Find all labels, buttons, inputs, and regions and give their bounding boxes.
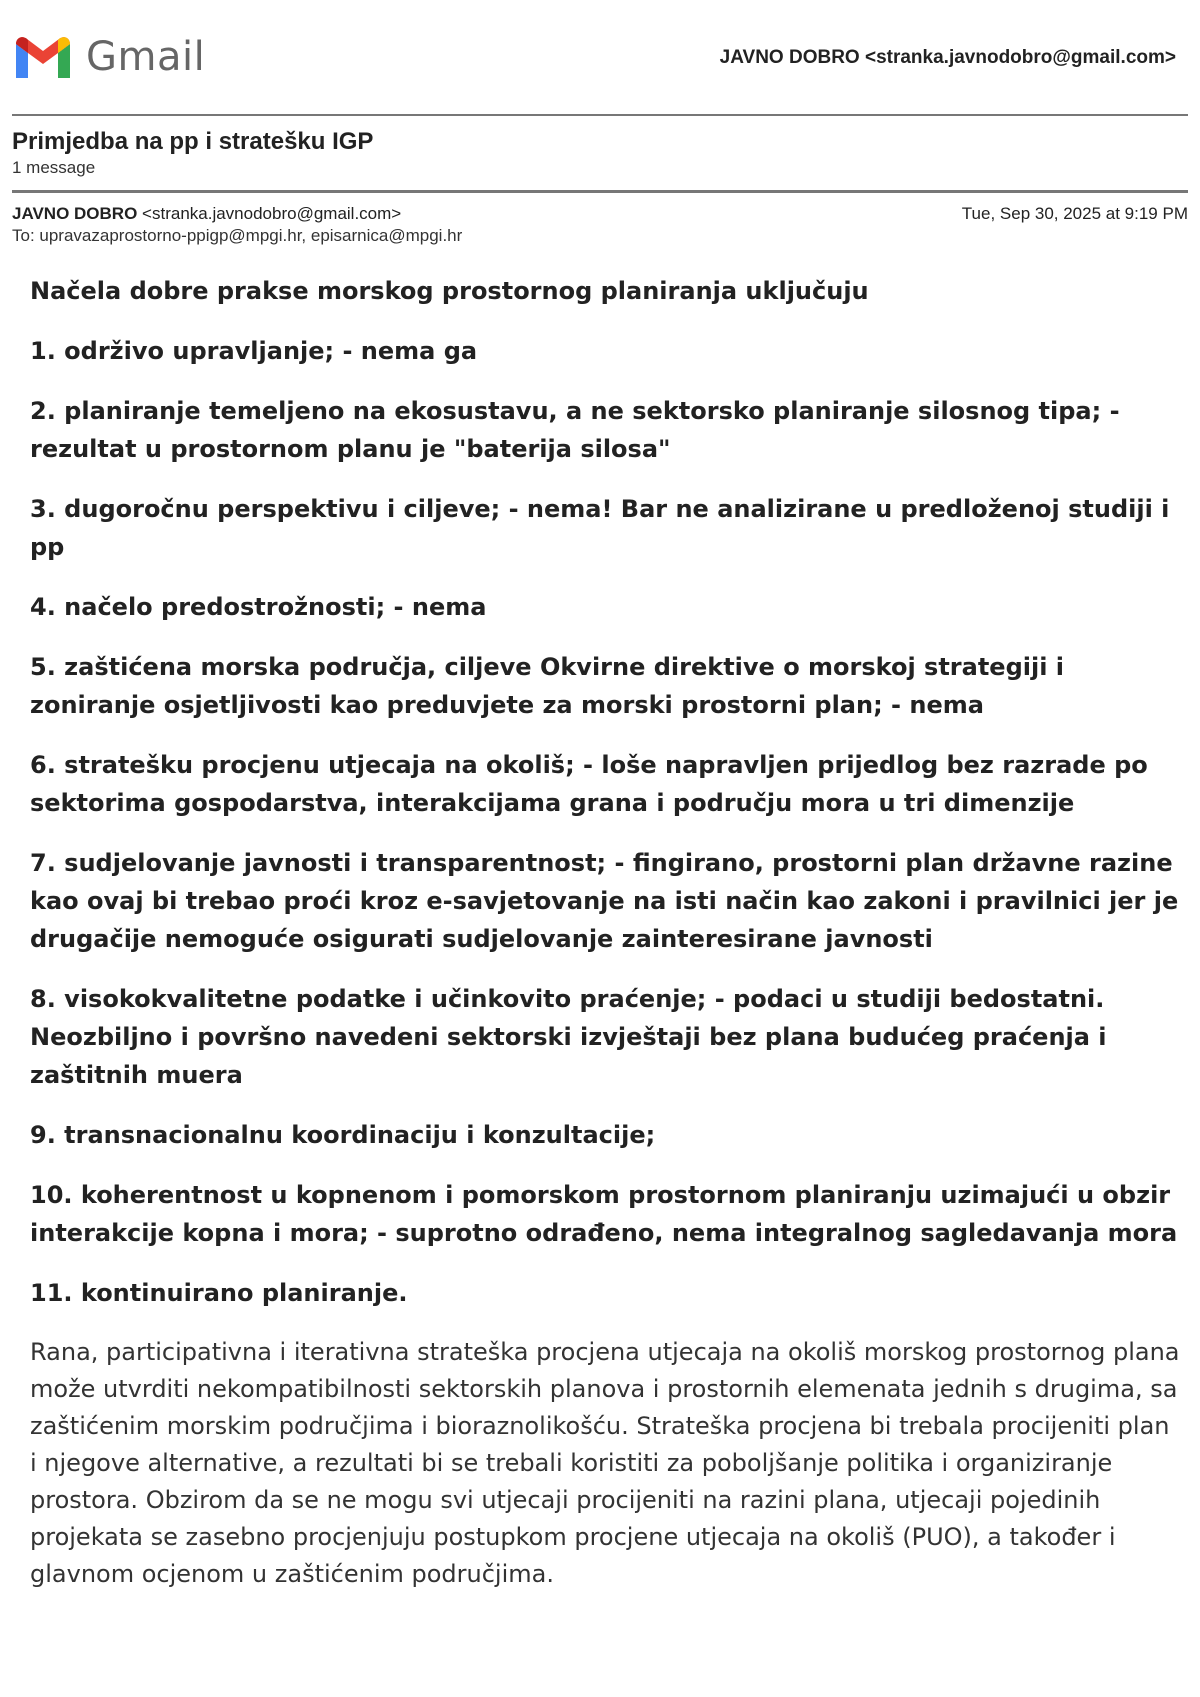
account-label: JAVNO DOBRO <stranka.javnodobro@gmail.com> — [719, 47, 1176, 68]
body-heading: Načela dobre prakse morskog prostornog planiranja uključuju — [30, 277, 869, 305]
page-header — [12, 30, 1188, 90]
list-item: 4. načelo predostrožnosti; - nema — [30, 593, 487, 621]
message-count: 1 message — [12, 158, 96, 177]
header-divider — [12, 114, 1188, 116]
gmail-logo[interactable] — [12, 34, 205, 80]
list-item: 7. sudjelovanje javnosti i transparentnost; - fingirano, prostorni plan državne razine kao ovaj bi trebao proći kroz e-savjetovanje na isti način kao zakoni i pravilnici jer je drugačije nemoguće osigurati sudjelovanje zainteresirane javnosti — [30, 849, 1179, 953]
gmail-logo-icon — [12, 34, 74, 80]
message-date: Tue, Sep 30, 2025 at 9:19 PM — [961, 204, 1188, 223]
sender-name: JAVNO DOBRO — [12, 204, 138, 223]
list-item: 3. dugoročnu perspektivu i ciljeve; - nema! Bar ne analizirane u predloženoj studiji i pp — [30, 495, 1170, 561]
list-item: 1. održivo upravljanje; - nema ga — [30, 337, 478, 365]
list-item: 2. planiranje temeljeno na ekosustavu, a ne sektorsko planiranje silosnog tipa; - rezultat u prostornom planu je "baterija silosa" — [30, 397, 1120, 463]
thread-subject: Primjedba na pp i stratešku IGP — [12, 128, 374, 155]
sender-email: <stranka.javnodobro@gmail.com> — [142, 204, 402, 223]
message-body — [30, 272, 1180, 1593]
sender — [12, 204, 401, 224]
subject-divider — [12, 190, 1188, 193]
recipients: To: upravazaprostorno-ppigp@mpgi.hr, episarnica@mpgi.hr — [12, 226, 463, 245]
gmail-wordmark: Gmail — [86, 34, 206, 80]
body-paragraph: Rana, participativna i iterativna strateška procjena utjecaja na okoliš morskog prostornog plana može utvrditi nekompatibilnosti sektorskih planova i prostornih elemenata jednih s drugima, sa zaštićenim morskim područjima i bioraznolikošću. Strateška procjena bi trebala procijeniti plan i njegove alternative, a rezultati bi se trebali koristiti za poboljšanje politika i organiziranje prostora. Obzirom da se ne mogu svi utjecaji procijeniti na razini plana, utjecaji pojedinih projekata se zasebno procjenjuju postupkom procjene utjecaja na okoliš (PUO), a također i glavnom ocjenom u zaštićenim područjima. — [30, 1338, 1180, 1588]
list-item: 11. kontinuirano planiranje. — [30, 1279, 408, 1307]
list-item: 10. koherentnost u kopnenom i pomorskom prostornom planiranju uzimajući u obzir interakcije kopna i mora; - suprotno odrađeno, nema integralnog sagledavanja mora — [30, 1181, 1178, 1247]
list-item: 8. visokokvalitetne podatke i učinkovito praćenje; - podaci u studiji bedostatni. Neozbiljno i površno navedeni sektorski izvještaji bez plana budućeg praćenja i zaštitnih muera — [30, 985, 1107, 1089]
list-item: 5. zaštićena morska područja, ciljeve Okvirne direktive o morskoj strategiji i zoniranje osjetljivosti kao preduvjete za morski prostorni plan; - nema — [30, 653, 1065, 719]
list-item: 6. stratešku procjenu utjecaja na okoliš; - loše napravljen prijedlog bez razrade po sektorima gospodarstva, interakcijama grana i području mora u tri dimenzije — [30, 751, 1148, 817]
list-item: 9. transnacionalnu koordinaciju i konzultacije; — [30, 1121, 656, 1149]
